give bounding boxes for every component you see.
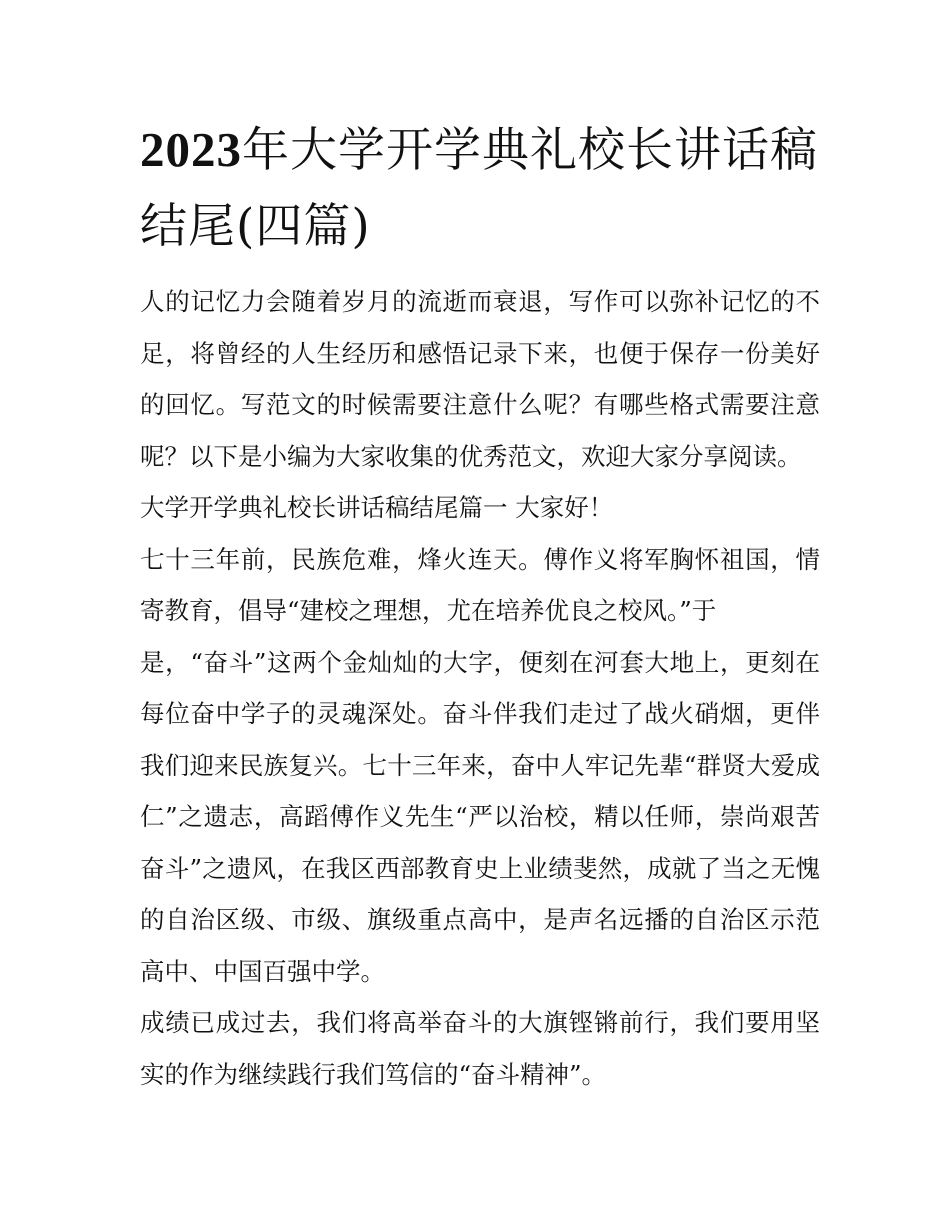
title-year: 2023 [140, 122, 242, 177]
paragraph-future: 成绩已成过去，我们将高举奋斗的大旗铿锵前行，我们要用坚实的作为继续践行我们笃信的“奋斗精神”。 [140, 1008, 820, 1089]
title-text: 年大学开学典礼校长讲话稿结尾(四篇) [140, 123, 818, 254]
document-title [140, 112, 820, 265]
paragraph-intro: 人的记忆力会随着岁月的流逝而衰退，写作可以弥补记忆的不足，将曾经的人生经历和感悟记录下来，也便于保存一份美好的回忆。写范文的时候需要注意什么呢？有哪些格式需要注意呢？以下是小编为大家收集的优秀范文，欢迎大家分享阅读。 [140, 287, 820, 471]
paragraph-heading: 大学开学典礼校长讲话稿结尾篇一 大家好！ [140, 493, 614, 522]
paragraph-history: 七十三年前，民族危难，烽火连天。傅作义将军胸怀祖国，情寄教育，倡导“建校之理想，尤在培养优良之校风。”于 [140, 544, 820, 625]
paragraph-struggle: 是，“奋斗”这两个金灿灿的大字，便刻在河套大地上，更刻在每位奋中学子的灵魂深处。奋斗伴我们走过了战火硝烟，更伴我们迎来民族复兴。七十三年来，奋中人牢记先辈“群贤大爱成仁”之遗志，高蹈傅作义先生“严以治校，精以任师，崇尚艰苦奋斗”之遗风，在我区西部教育史上业绩斐然，成就了当之无愧的自治区级、市级、旗级重点高中，是声名远播的自治区示范高中、中国百强中学。 [140, 647, 820, 986]
document-body [140, 276, 820, 1100]
